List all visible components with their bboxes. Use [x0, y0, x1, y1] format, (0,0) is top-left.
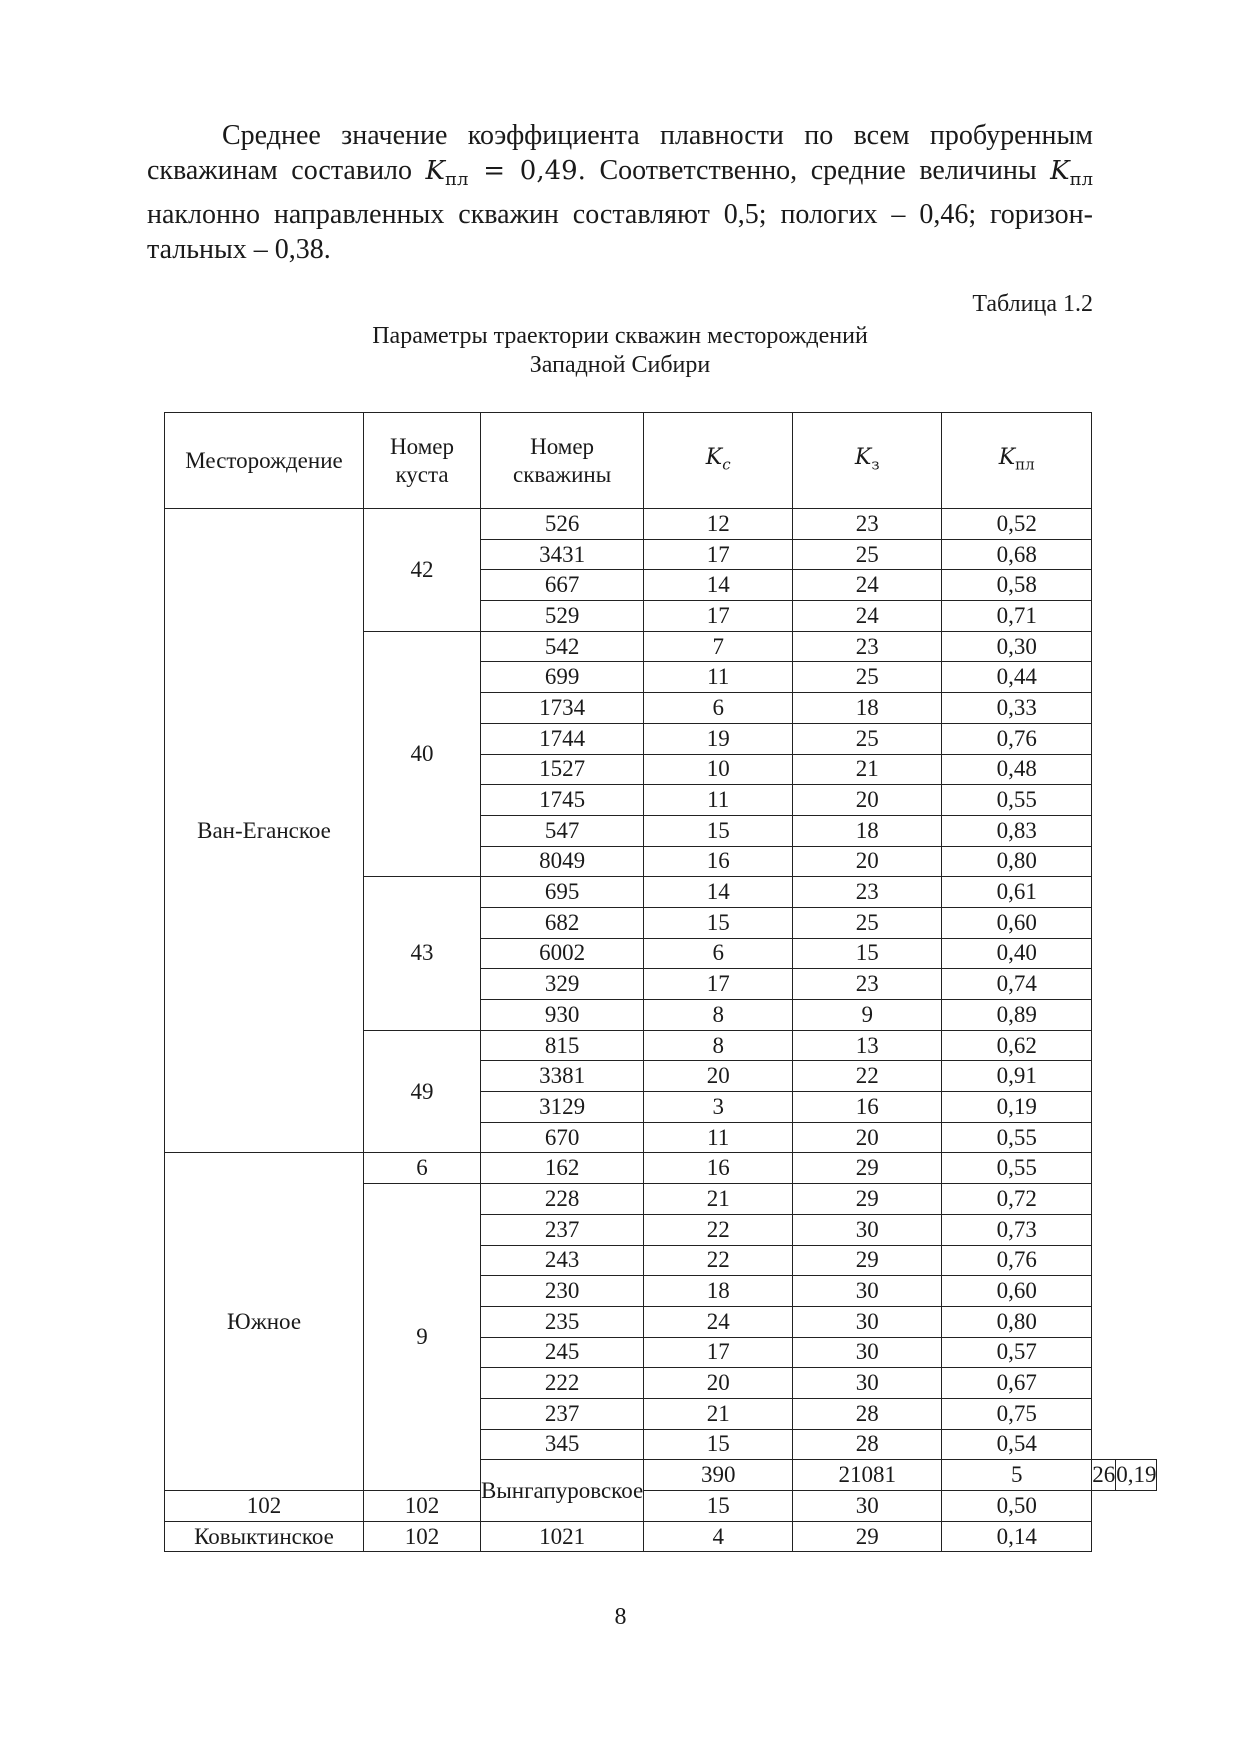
intro-line-2a: скважинам составило: [147, 155, 413, 186]
header-kz: $K_з$: [793, 413, 942, 509]
kc-cell: 5: [942, 1460, 1092, 1491]
kc-cell: 4: [644, 1521, 793, 1552]
cluster-number-cell: 390: [644, 1460, 793, 1491]
kpl-cell: 0,89: [942, 1000, 1092, 1031]
intro-line-2b: Соответственно, средние величины: [599, 155, 1037, 186]
kc-cell: 17: [644, 1337, 793, 1368]
kpl-cell: 0,14: [942, 1521, 1092, 1552]
kpl-cell: 0,30: [942, 631, 1092, 662]
kpl-cell: 0,52: [942, 509, 1092, 540]
kc-cell: 15: [644, 1429, 793, 1460]
cluster-number-cell: 9: [364, 1184, 481, 1491]
kpl-cell: 0,19: [1116, 1460, 1157, 1491]
kpl-cell: 0,83: [942, 815, 1092, 846]
well-number-cell: 670: [481, 1122, 644, 1153]
well-number-cell: 230: [481, 1276, 644, 1307]
kc-cell: 15: [644, 907, 793, 938]
kpl-cell: 0,62: [942, 1030, 1092, 1061]
header-well-number: Номер скважины: [481, 413, 644, 509]
well-parameters-table: [164, 412, 1157, 1552]
kpl-cell: 0,60: [942, 1276, 1092, 1307]
header-kc: $K_c$: [644, 413, 793, 509]
kc-cell: 15: [644, 815, 793, 846]
well-number-cell: 1527: [481, 754, 644, 785]
kz-cell: 23: [793, 969, 942, 1000]
well-number-cell: 1744: [481, 723, 644, 754]
kc-cell: 15: [644, 1491, 793, 1522]
kpl-cell: 0,76: [942, 1245, 1092, 1276]
well-number-cell: 815: [481, 1030, 644, 1061]
kz-cell: 25: [793, 723, 942, 754]
well-number-cell: 329: [481, 969, 644, 1000]
kz-cell: 22: [793, 1061, 942, 1092]
kz-cell: 25: [793, 907, 942, 938]
well-number-cell: 3431: [481, 539, 644, 570]
well-number-cell: 21081: [793, 1460, 942, 1491]
kz-cell: 26: [1092, 1460, 1116, 1491]
kc-cell: 19: [644, 723, 793, 754]
well-number-cell: 345: [481, 1429, 644, 1460]
k-pl-symbol: $K_{пл}$: [1050, 156, 1094, 191]
k-pl-formula: $K_{пл} = 0,49$.: [425, 156, 586, 191]
well-number-cell: 3129: [481, 1092, 644, 1123]
kz-cell: 18: [793, 815, 942, 846]
well-number-cell: 667: [481, 570, 644, 601]
kpl-cell: 0,40: [942, 938, 1092, 969]
kc-cell: 18: [644, 1276, 793, 1307]
kz-cell: 30: [793, 1368, 942, 1399]
kpl-cell: 0,55: [942, 785, 1092, 816]
kc-cell: 11: [644, 1122, 793, 1153]
kz-cell: 20: [793, 1122, 942, 1153]
kpl-cell: 0,57: [942, 1337, 1092, 1368]
kpl-cell: 0,55: [942, 1122, 1092, 1153]
kpl-cell: 0,44: [942, 662, 1092, 693]
cluster-number-cell: 102: [165, 1491, 364, 1522]
well-number-cell: 228: [481, 1184, 644, 1215]
kz-cell: 30: [793, 1337, 942, 1368]
kpl-cell: 0,71: [942, 601, 1092, 632]
well-number-cell: 3381: [481, 1061, 644, 1092]
table-caption-line-2: Западной Сибири: [529, 352, 711, 378]
well-number-cell: 1734: [481, 693, 644, 724]
cluster-number-cell: 40: [364, 631, 481, 877]
well-number-cell: 1021: [481, 1521, 644, 1552]
kz-cell: 25: [793, 662, 942, 693]
intro-paragraph: [147, 118, 1093, 267]
page-number: 8: [614, 1604, 627, 1630]
kc-cell: 8: [644, 1030, 793, 1061]
well-number-cell: 526: [481, 509, 644, 540]
kc-cell: 8: [644, 1000, 793, 1031]
well-number-cell: 8049: [481, 846, 644, 877]
kc-cell: 6: [644, 693, 793, 724]
well-number-cell: 930: [481, 1000, 644, 1031]
well-number-cell: 529: [481, 601, 644, 632]
kc-cell: 20: [644, 1368, 793, 1399]
kc-cell: 17: [644, 601, 793, 632]
well-number-cell: 237: [481, 1398, 644, 1429]
field-name-cell: Ковыктинское: [165, 1521, 364, 1552]
kpl-cell: 0,76: [942, 723, 1092, 754]
kz-cell: 30: [793, 1214, 942, 1245]
kc-cell: 16: [644, 846, 793, 877]
well-number-cell: 102: [364, 1491, 481, 1522]
kz-cell: 20: [793, 785, 942, 816]
kz-cell: 21: [793, 754, 942, 785]
kz-cell: 24: [793, 570, 942, 601]
kc-cell: 11: [644, 662, 793, 693]
kc-cell: 21: [644, 1184, 793, 1215]
well-number-cell: 243: [481, 1245, 644, 1276]
well-number-cell: 695: [481, 877, 644, 908]
kc-cell: 11: [644, 785, 793, 816]
kc-cell: 10: [644, 754, 793, 785]
intro-line-1: Среднее значение коэффициента плавности по всем пробуренным: [222, 120, 1093, 151]
field-name-cell: Ван-Еганское: [165, 509, 364, 1153]
table-row: [165, 509, 1157, 540]
table-caption-line-1: Параметры траектории скважин месторождений: [372, 323, 868, 349]
kc-cell: 22: [644, 1214, 793, 1245]
table-number: Таблица 1.2: [972, 291, 1093, 317]
kz-cell: 29: [793, 1184, 942, 1215]
well-number-cell: 235: [481, 1306, 644, 1337]
field-name-cell: Вынгапуровское: [481, 1460, 644, 1521]
kpl-cell: 0,50: [942, 1491, 1092, 1522]
intro-line-3: наклонно направленных скважин составляют 0,5; пологих – 0,46; горизон-: [147, 199, 1093, 231]
well-number-cell: 237: [481, 1214, 644, 1245]
kz-cell: 9: [793, 1000, 942, 1031]
kc-cell: 24: [644, 1306, 793, 1337]
kpl-cell: 0,73: [942, 1214, 1092, 1245]
kz-cell: 29: [793, 1153, 942, 1184]
table-row: [165, 1491, 1157, 1522]
kpl-cell: 0,48: [942, 754, 1092, 785]
header-cluster-number: Номер куста: [364, 413, 481, 509]
cluster-number-cell: 102: [364, 1521, 481, 1552]
well-number-cell: 222: [481, 1368, 644, 1399]
kz-cell: 16: [793, 1092, 942, 1123]
kc-cell: 16: [644, 1153, 793, 1184]
well-number-cell: 547: [481, 815, 644, 846]
kz-cell: 23: [793, 631, 942, 662]
kc-cell: 17: [644, 969, 793, 1000]
kz-cell: 30: [793, 1306, 942, 1337]
kz-cell: 13: [793, 1030, 942, 1061]
field-name-cell: Южное: [165, 1153, 364, 1491]
kpl-cell: 0,75: [942, 1398, 1092, 1429]
kz-cell: 28: [793, 1429, 942, 1460]
header-field: Месторождение: [165, 413, 364, 509]
kpl-cell: 0,72: [942, 1184, 1092, 1215]
kc-cell: 17: [644, 539, 793, 570]
kc-cell: 14: [644, 877, 793, 908]
kc-cell: 14: [644, 570, 793, 601]
table-row: [165, 1521, 1157, 1552]
well-number-cell: 542: [481, 631, 644, 662]
intro-line-4: тальных – 0,38.: [147, 234, 331, 266]
kc-cell: 7: [644, 631, 793, 662]
table-row: [165, 1153, 1157, 1184]
kz-cell: 18: [793, 693, 942, 724]
kpl-cell: 0,55: [942, 1153, 1092, 1184]
kpl-cell: 0,68: [942, 539, 1092, 570]
kz-cell: 30: [793, 1276, 942, 1307]
kz-cell: 23: [793, 877, 942, 908]
kc-cell: 21: [644, 1398, 793, 1429]
well-number-cell: 162: [481, 1153, 644, 1184]
kc-cell: 22: [644, 1245, 793, 1276]
kpl-cell: 0,80: [942, 1306, 1092, 1337]
kc-cell: 12: [644, 509, 793, 540]
kpl-cell: 0,54: [942, 1429, 1092, 1460]
kz-cell: 25: [793, 539, 942, 570]
kpl-cell: 0,80: [942, 846, 1092, 877]
kz-cell: 29: [793, 1521, 942, 1552]
cluster-number-cell: 42: [364, 509, 481, 632]
well-number-cell: 699: [481, 662, 644, 693]
well-number-cell: 6002: [481, 938, 644, 969]
table-header-row: [165, 413, 1157, 509]
kpl-cell: 0,91: [942, 1061, 1092, 1092]
kz-cell: 23: [793, 509, 942, 540]
kpl-cell: 0,60: [942, 907, 1092, 938]
well-number-cell: 245: [481, 1337, 644, 1368]
kpl-cell: 0,58: [942, 570, 1092, 601]
kc-cell: 3: [644, 1092, 793, 1123]
cluster-number-cell: 43: [364, 877, 481, 1030]
kpl-cell: 0,33: [942, 693, 1092, 724]
kpl-cell: 0,67: [942, 1368, 1092, 1399]
kz-cell: 24: [793, 601, 942, 632]
kz-cell: 20: [793, 846, 942, 877]
header-kpl: $K_{пл}$: [942, 413, 1092, 509]
kc-cell: 6: [644, 938, 793, 969]
cluster-number-cell: 6: [364, 1153, 481, 1184]
kpl-cell: 0,19: [942, 1092, 1092, 1123]
cluster-number-cell: 49: [364, 1030, 481, 1153]
kpl-cell: 0,61: [942, 877, 1092, 908]
kz-cell: 29: [793, 1245, 942, 1276]
kz-cell: 30: [793, 1491, 942, 1522]
table-body: [165, 509, 1157, 1552]
kpl-cell: 0,74: [942, 969, 1092, 1000]
well-number-cell: 1745: [481, 785, 644, 816]
kz-cell: 15: [793, 938, 942, 969]
kz-cell: 28: [793, 1398, 942, 1429]
kc-cell: 20: [644, 1061, 793, 1092]
well-number-cell: 682: [481, 907, 644, 938]
